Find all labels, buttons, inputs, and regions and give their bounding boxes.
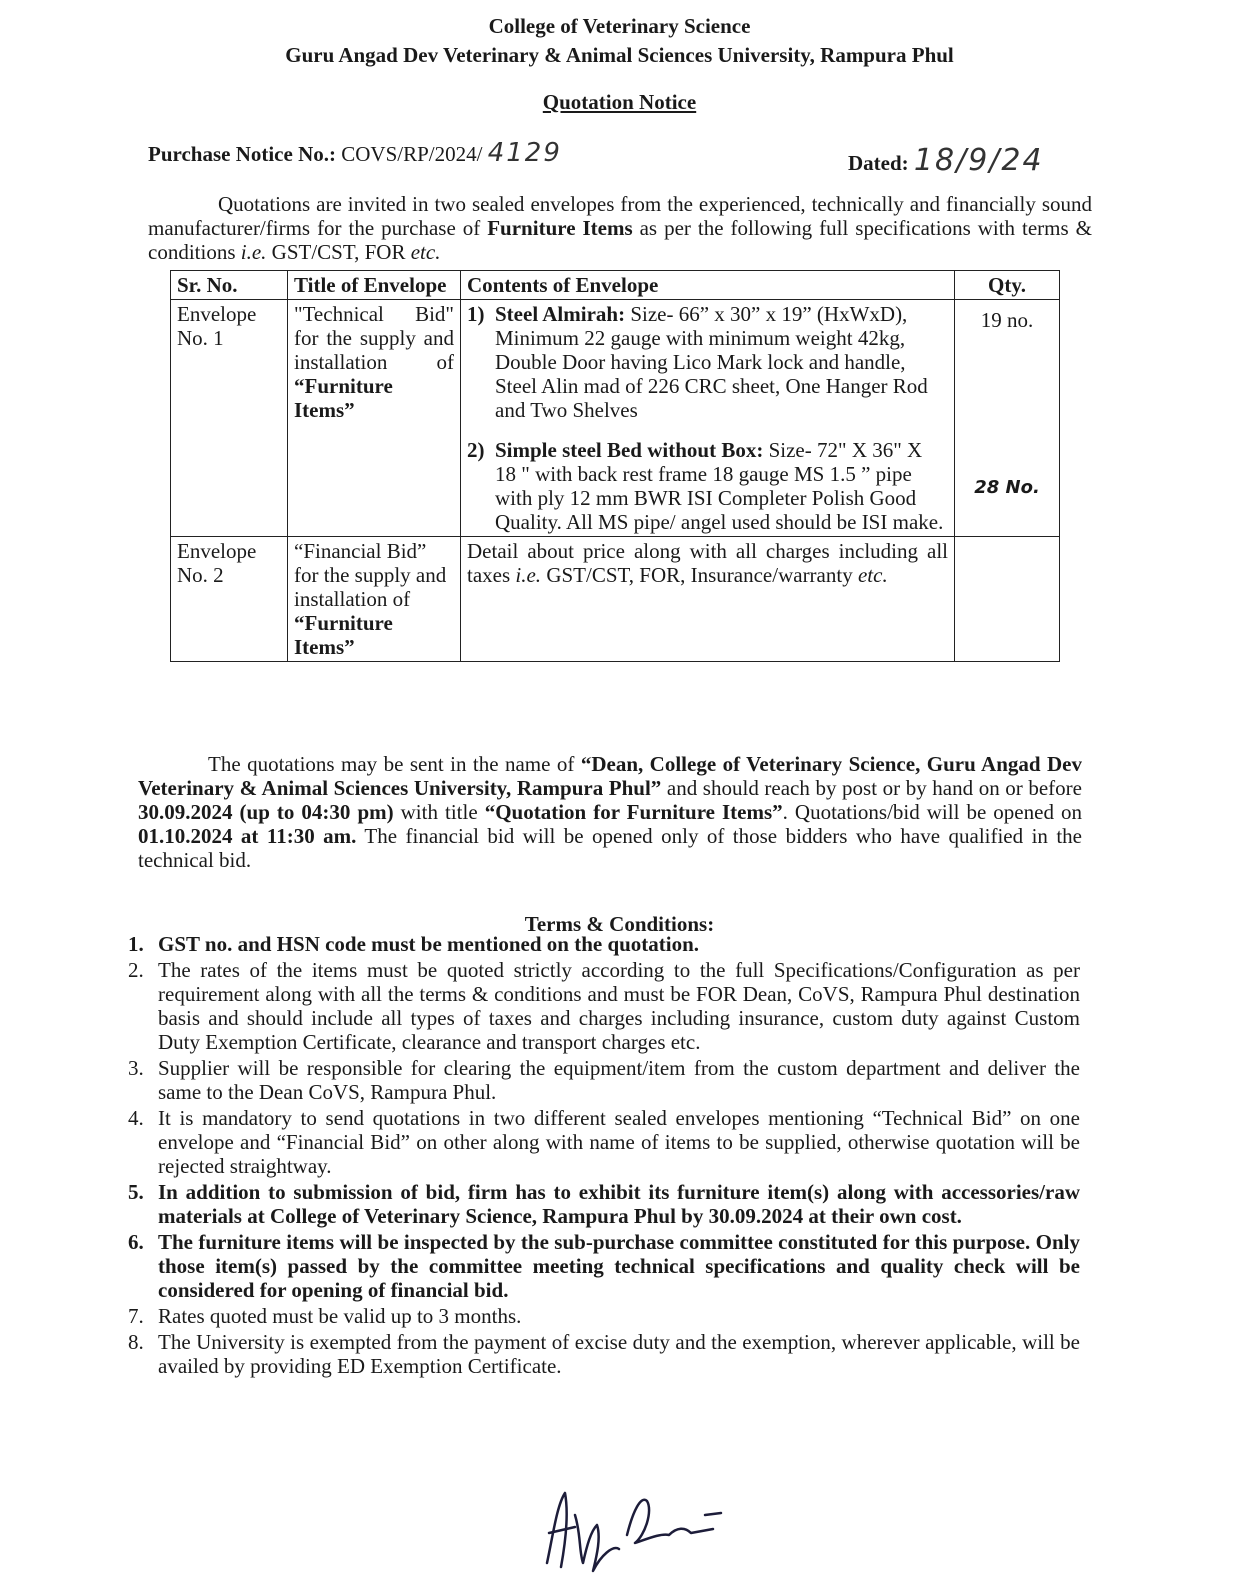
term-number: 7. <box>128 1304 144 1328</box>
term-number: 1. <box>128 932 144 956</box>
para-opening-date: 01.10.2024 at 11:30 am. <box>138 824 357 848</box>
para-text-e: with title <box>393 800 485 824</box>
term-number: 2. <box>128 958 144 982</box>
item2-spec: Size- 72" X 36" X 18 " with back rest frame 18 gauge MS 1.5 ” pipe with ply 12 mm BWR ISI Completer Polish Good Quality. All MS pipe/ angel used should be ISI make. <box>495 438 944 534</box>
term-item <box>128 1330 1080 1378</box>
item2-name: Simple steel Bed without Box: <box>495 438 764 462</box>
signature-image <box>535 1475 725 1575</box>
qty-almirah: 19 no. <box>980 308 1034 332</box>
term-text: The furniture items will be inspected by the sub-purchase committee constituted for this purpose. Only those item(s) passed by the committee meeting technical specifications and quality check will be considered for opening of financial bid. <box>158 1230 1080 1302</box>
row1-sr: Envelope No. 1 <box>171 300 288 537</box>
para-text-i: The financial bid will be opened only of those bidders who have qualified in the technical bid. <box>138 824 1082 872</box>
para-envelope-title: “Quotation for Furniture Items” <box>484 800 783 824</box>
term-number: 4. <box>128 1106 144 1130</box>
header-sr-no: Sr. No. <box>171 271 288 300</box>
row1-title-bold: “Furniture Items” <box>294 374 393 422</box>
item-steel-almirah <box>467 302 948 422</box>
header-title: Title of Envelope <box>288 271 461 300</box>
intro-text-3: GST/CST, FOR <box>266 240 411 264</box>
dated <box>848 143 1044 178</box>
purchase-notice-label: Purchase Notice No.: <box>148 142 336 166</box>
intro-bold: Furniture Items <box>487 216 633 240</box>
term-text: Rates quoted must be valid up to 3 months. <box>158 1304 522 1328</box>
term-item <box>128 932 1080 956</box>
term-number: 8. <box>128 1330 144 1354</box>
table-row <box>171 300 1060 537</box>
envelope-table <box>170 270 1060 662</box>
para-text-c: and should reach by post or by hand on or before <box>661 776 1082 800</box>
header-qty: Qty. <box>955 271 1060 300</box>
para-text-g: . Quotations/bid will be opened on <box>782 800 1082 824</box>
term-text: It is mandatory to send quotations in two different sealed envelopes mentioning “Technical Bid” on one envelope and “Financial Bid” on other along with name of items to be supplied, otherwise quotation will be rejected straightway. <box>158 1106 1080 1178</box>
para-deadline: 30.09.2024 (up to 04:30 pm) <box>138 800 394 824</box>
handwritten-date: 18/9/24 <box>913 143 1044 178</box>
row2-sr: Envelope No. 2 <box>171 537 288 662</box>
para-text-a: The quotations may be sent in the name of <box>208 752 581 776</box>
term-text: The rates of the items must be quoted strictly according to the full Specifications/Configuration as per requirement along with all the terms & conditions and must be FOR Dean, CoVS, Rampura Phul destination basis and should include all types of taxes and charges including insurance, custom duty against Custom Duty Exemption Certificate, clearance and transport charges etc. <box>158 958 1080 1054</box>
term-text: Supplier will be responsible for clearing the equipment/item from the custom department and deliver the same to the Dean CoVS, Rampura Phul. <box>158 1056 1080 1104</box>
term-item <box>128 1230 1080 1302</box>
row2-contents-text-2: GST/CST, FOR, Insurance/warranty <box>541 563 858 587</box>
dated-label: Dated: <box>848 151 909 175</box>
row1-contents <box>461 300 955 537</box>
term-item <box>128 1304 1080 1328</box>
terms-list <box>128 932 1080 1380</box>
intro-paragraph <box>148 192 1092 264</box>
term-number: 5. <box>128 1180 144 1204</box>
intro-text-2: as per the following full specifications with terms & conditions <box>148 216 1092 264</box>
row1-title-text: "Technical Bid" for the supply and installation of <box>294 302 454 374</box>
college-name: College of Veterinary Science <box>488 14 751 38</box>
para-addressee: “Dean, College of Veterinary Science, Guru Angad Dev Veterinary & Animal Sciences University, Rampura Phul” <box>138 752 1082 800</box>
table-row <box>171 537 1060 662</box>
purchase-notice-value: COVS/RP/2024/ <box>341 142 483 166</box>
term-item <box>128 1180 1080 1228</box>
intro-text: Quotations are invited in two sealed envelopes from the experienced, technically and financially sound manufacturer/firms for the purchase of <box>148 192 1092 240</box>
purchase-notice-number <box>148 138 562 168</box>
handwritten-notice-number: 4129 <box>487 138 562 168</box>
row2-title-text: “Financial Bid” for the supply and installation of <box>294 539 447 611</box>
item1-number: 1) <box>467 302 485 326</box>
header-contents: Contents of Envelope <box>461 271 955 300</box>
row2-ie: i.e. <box>515 563 542 587</box>
terms-title: Terms & Conditions: <box>524 912 715 936</box>
university-name: Guru Angad Dev Veterinary & Animal Sciences University, Rampura Phul <box>285 43 954 67</box>
item1-name: Steel Almirah: <box>495 302 626 326</box>
row2-qty <box>955 537 1060 662</box>
term-item <box>128 958 1080 1054</box>
term-text: GST no. and HSN code must be mentioned on the quotation. <box>158 932 700 956</box>
term-text: In addition to submission of bid, firm has to exhibit its furniture item(s) along with accessories/raw materials at College of Veterinary Science, Rampura Phul by 30.09.2024 at their own cost. <box>158 1180 1080 1228</box>
item1-spec: Size- 66” x 30” x 19” (HxWxD), Minimum 22 gauge with minimum weight 42kg, Double Door having Lico Mark lock and handle, Steel Alin mad of 226 CRC sheet, One Hanger Rod and Two Shelves <box>495 302 928 422</box>
row2-contents <box>461 537 955 662</box>
item-steel-bed <box>467 438 948 534</box>
term-number: 3. <box>128 1056 144 1080</box>
term-number: 6. <box>128 1230 144 1254</box>
row1-qty <box>955 300 1060 537</box>
submission-paragraph <box>138 752 1082 872</box>
item2-number: 2) <box>467 438 485 462</box>
row2-title <box>288 537 461 662</box>
row2-contents-text: Detail about price along with all charges including all taxes <box>467 539 948 587</box>
row2-etc: etc. <box>857 563 888 587</box>
row1-title <box>288 300 461 537</box>
notice-title: Quotation Notice <box>542 90 697 114</box>
term-text: The University is exempted from the payment of excise duty and the exemption, wherever applicable, will be availed by providing ED Exemption Certificate. <box>158 1330 1080 1378</box>
term-item <box>128 1056 1080 1104</box>
intro-etc: etc. <box>410 240 441 264</box>
row2-title-bold: “Furniture Items” <box>294 611 393 659</box>
qty-bed-handwritten: 28 No. <box>974 477 1040 498</box>
term-item <box>128 1106 1080 1178</box>
table-header-row <box>171 271 1060 300</box>
intro-ie: i.e. <box>240 240 267 264</box>
